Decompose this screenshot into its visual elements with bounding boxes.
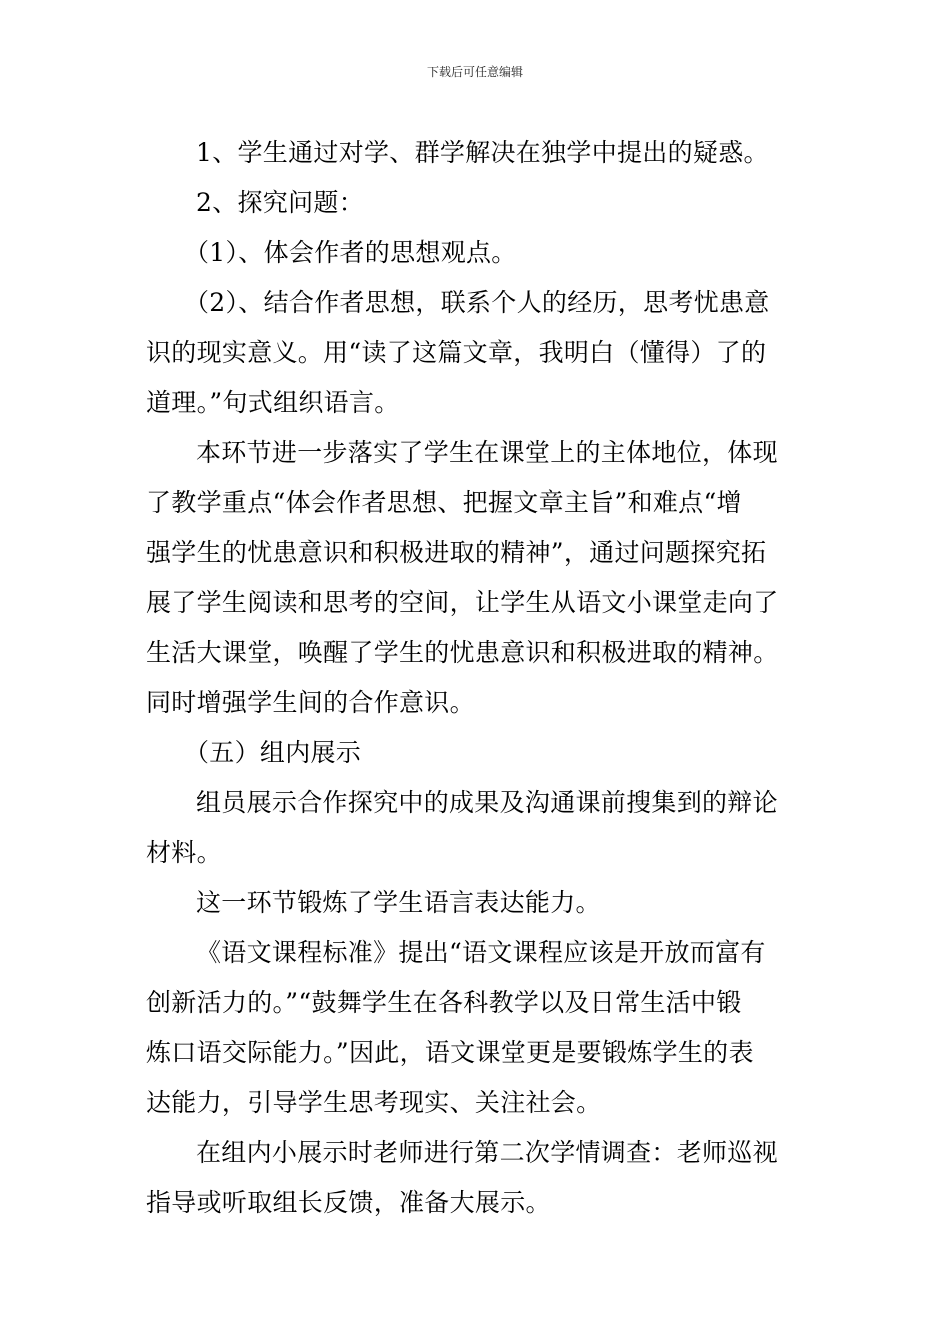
text-line: 材料。 [146, 838, 222, 867]
text-line: 达能力，引导学生思考现实、关注社会。 [146, 1088, 602, 1117]
section-heading: （五）组内展示 [184, 738, 362, 767]
text-line: 了教学重点“体会作者思想、把握文章主旨”和难点“增 [146, 488, 742, 517]
text-line: （1）、体会作者的思想观点。 [184, 238, 517, 267]
text-line: 生活大课堂，唤醒了学生的忧患意识和积极进取的精神。 [146, 638, 779, 667]
text-line: 在组内小展示时老师进行第二次学情调查：老师巡视 [196, 1138, 778, 1167]
text-line: （2）、结合作者思想，联系个人的经历，思考忧患意 [184, 288, 770, 317]
document-body [146, 128, 816, 1228]
text-line: 本环节进一步落实了学生在课堂上的主体地位，体现 [196, 438, 778, 467]
text-line: 炼口语交际能力。”因此，语文课堂更是要锻炼学生的表 [146, 1038, 754, 1067]
text-line: 《语文课程标准》提出“语文课程应该是开放而富有 [196, 938, 766, 967]
text-line: 这一环节锻炼了学生语言表达能力。 [196, 888, 601, 917]
page-header: 下载后可任意编辑 [426, 65, 523, 79]
text-line: 强学生的忧患意识和积极进取的精神”，通过问题探究拓 [146, 538, 767, 567]
text-line: 创新活力的。”“鼓舞学生在各科教学以及日常生活中锻 [146, 988, 742, 1017]
text-line: 2、探究问题： [196, 188, 365, 217]
text-line: 展了学生阅读和思考的空间，让学生从语文小课堂走向了 [146, 588, 779, 617]
text-line: 同时增强学生间的合作意识。 [146, 688, 475, 717]
text-line: 识的现实意义。用“读了这篇文章，我明白（懂得）了的 [146, 338, 767, 367]
text-line: 指导或听取组长反馈，准备大展示。 [146, 1188, 551, 1217]
text-line: 道理。”句式组织语言。 [146, 388, 400, 417]
text-line: 1、学生通过对学、群学解决在独学中提出的疑惑。 [196, 138, 769, 167]
text-line: 组员展示合作探究中的成果及沟通课前搜集到的辩论 [196, 788, 778, 817]
